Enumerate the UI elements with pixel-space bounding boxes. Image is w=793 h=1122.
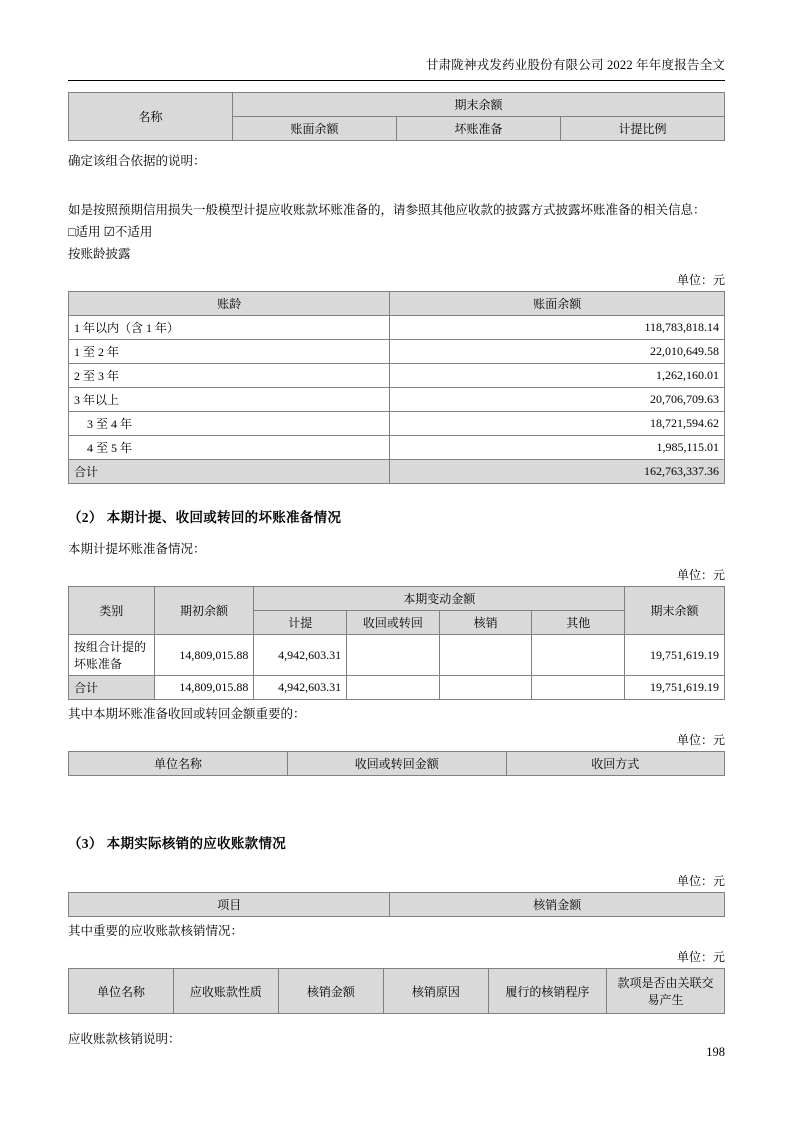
writeoff-table bbox=[68, 892, 725, 917]
section-2-number: （2） bbox=[68, 510, 103, 525]
table-row bbox=[69, 388, 725, 412]
provision-recovered bbox=[347, 676, 440, 700]
applicable-checkline[interactable]: □适用 ☑不适用 bbox=[68, 225, 153, 239]
header-divider bbox=[68, 80, 725, 81]
page-header: 甘肃陇神戎发药业股份有限公司 2022 年年度报告全文 bbox=[425, 58, 725, 72]
provision-category: 按组合计提的坏账准备 bbox=[69, 635, 155, 676]
table-header-row bbox=[69, 292, 725, 316]
aging-value: 118,783,818.14 bbox=[390, 316, 725, 340]
writeoff-explain-note: 应收账款核销说明： bbox=[68, 1032, 181, 1046]
table-row bbox=[69, 436, 725, 460]
unit-label-aging: 单位：元 bbox=[676, 273, 725, 287]
table-row bbox=[69, 316, 725, 340]
section-2-label: 本期计提、收回或转回的坏账准备情况 bbox=[106, 510, 342, 525]
table-row bbox=[69, 635, 725, 676]
aging-disclosure-label: 按账龄披露 bbox=[68, 247, 131, 261]
writeoff-important-note: 其中重要的应收账款核销情况： bbox=[68, 924, 244, 938]
col-header-related-party: 款项是否由关联交易产生 bbox=[606, 969, 724, 1014]
general-model-note: 如是按照预期信用损失一般模型计提应收账款坏账准备的，请参照其他应收款的披露方式披露坏账准备的相关信息： bbox=[68, 203, 706, 217]
basis-note: 确定该组合依据的说明： bbox=[68, 154, 206, 168]
unit-label-writeoff-detail: 单位：元 bbox=[676, 950, 725, 964]
col-header-writeoff-procedure: 履行的核销程序 bbox=[488, 969, 606, 1014]
table-header-row bbox=[69, 587, 725, 611]
col-header-other: 其他 bbox=[532, 611, 625, 635]
col-header-beginning: 期初余额 bbox=[154, 587, 254, 635]
unit-label-provision: 单位：元 bbox=[676, 568, 725, 582]
recovered-table bbox=[68, 751, 725, 776]
recovered-important-note: 其中本期坏账准备收回或转回金额重要的： bbox=[68, 707, 306, 721]
page-content bbox=[68, 92, 725, 1050]
page-number: 198 bbox=[706, 1045, 725, 1059]
aging-value: 1,985,115.01 bbox=[390, 436, 725, 460]
col-header-ratio: 计提比例 bbox=[561, 117, 725, 141]
table-row bbox=[69, 676, 725, 700]
col-header-writeoff-amount: 核销金额 bbox=[390, 893, 725, 917]
aging-label: 3 至 4 年 bbox=[69, 412, 390, 436]
table-row bbox=[69, 412, 725, 436]
unit-label-writeoff: 单位：元 bbox=[676, 874, 725, 888]
col-header-ending-balance: 期末余额 bbox=[233, 93, 725, 117]
col-header-writeoff: 核销 bbox=[439, 611, 532, 635]
table-row bbox=[69, 460, 725, 484]
col-header-ending: 期末余额 bbox=[625, 587, 725, 635]
col-header-category: 类别 bbox=[69, 587, 155, 635]
col-header-provision: 计提 bbox=[254, 611, 347, 635]
aging-value: 18,721,594.62 bbox=[390, 412, 725, 436]
table-header-row bbox=[69, 893, 725, 917]
col-header-name: 名称 bbox=[69, 93, 233, 141]
aging-label: 1 年以内（含 1 年） bbox=[69, 316, 390, 340]
writeoff-detail-table bbox=[68, 968, 725, 1014]
section-3-label: 本期实际核销的应收账款情况 bbox=[106, 836, 287, 851]
provision-provision: 4,942,603.31 bbox=[254, 635, 347, 676]
section-3-title bbox=[68, 832, 725, 852]
col-header-book-balance: 账面余额 bbox=[233, 117, 397, 141]
current-provision-note: 本期计提坏账准备情况： bbox=[68, 542, 206, 556]
col-header-aging: 账龄 bbox=[69, 292, 390, 316]
provision-other bbox=[532, 635, 625, 676]
aging-label: 2 至 3 年 bbox=[69, 364, 390, 388]
col-header-item: 项目 bbox=[69, 893, 390, 917]
provision-beginning: 14,809,015.88 bbox=[154, 635, 254, 676]
col-header-receivable-nature: 应收账款性质 bbox=[173, 969, 278, 1014]
provision-ending: 19,751,619.19 bbox=[625, 635, 725, 676]
aging-label: 4 至 5 年 bbox=[69, 436, 390, 460]
aging-total-label: 合计 bbox=[69, 460, 390, 484]
section-3-number: （3） bbox=[68, 836, 103, 851]
provision-provision: 4,942,603.31 bbox=[254, 676, 347, 700]
provision-writeoff bbox=[439, 676, 532, 700]
aging-total-value: 162,763,337.36 bbox=[390, 460, 725, 484]
aging-label: 3 年以上 bbox=[69, 388, 390, 412]
col-header-writeoff-amount: 核销金额 bbox=[278, 969, 383, 1014]
provision-table bbox=[68, 586, 725, 700]
col-header-writeoff-reason: 核销原因 bbox=[383, 969, 488, 1014]
provision-ending: 19,751,619.19 bbox=[625, 676, 725, 700]
table-row bbox=[69, 364, 725, 388]
provision-beginning: 14,809,015.88 bbox=[154, 676, 254, 700]
col-header-recovered: 收回或转回 bbox=[347, 611, 440, 635]
provision-other bbox=[532, 676, 625, 700]
aging-value: 20,706,709.63 bbox=[390, 388, 725, 412]
table-header-row bbox=[69, 969, 725, 1014]
col-header-changes: 本期变动金额 bbox=[254, 587, 625, 611]
unit-label-recovered: 单位：元 bbox=[676, 733, 725, 747]
table-row bbox=[69, 93, 725, 117]
aging-value: 1,262,160.01 bbox=[390, 364, 725, 388]
col-header-company-name: 单位名称 bbox=[69, 752, 288, 776]
table-header-row bbox=[69, 752, 725, 776]
provision-category: 合计 bbox=[69, 676, 155, 700]
col-header-book-balance: 账面余额 bbox=[390, 292, 725, 316]
table-row bbox=[69, 340, 725, 364]
col-header-recovered-amount: 收回或转回金额 bbox=[288, 752, 506, 776]
col-header-bad-debt: 坏账准备 bbox=[397, 117, 561, 141]
ending-balance-table bbox=[68, 92, 725, 141]
provision-writeoff bbox=[439, 635, 532, 676]
provision-recovered bbox=[347, 635, 440, 676]
section-2-title bbox=[68, 506, 725, 526]
col-header-company-name: 单位名称 bbox=[69, 969, 174, 1014]
aging-table bbox=[68, 291, 725, 484]
aging-label: 1 至 2 年 bbox=[69, 340, 390, 364]
aging-value: 22,010,649.58 bbox=[390, 340, 725, 364]
col-header-recovery-method: 收回方式 bbox=[506, 752, 724, 776]
